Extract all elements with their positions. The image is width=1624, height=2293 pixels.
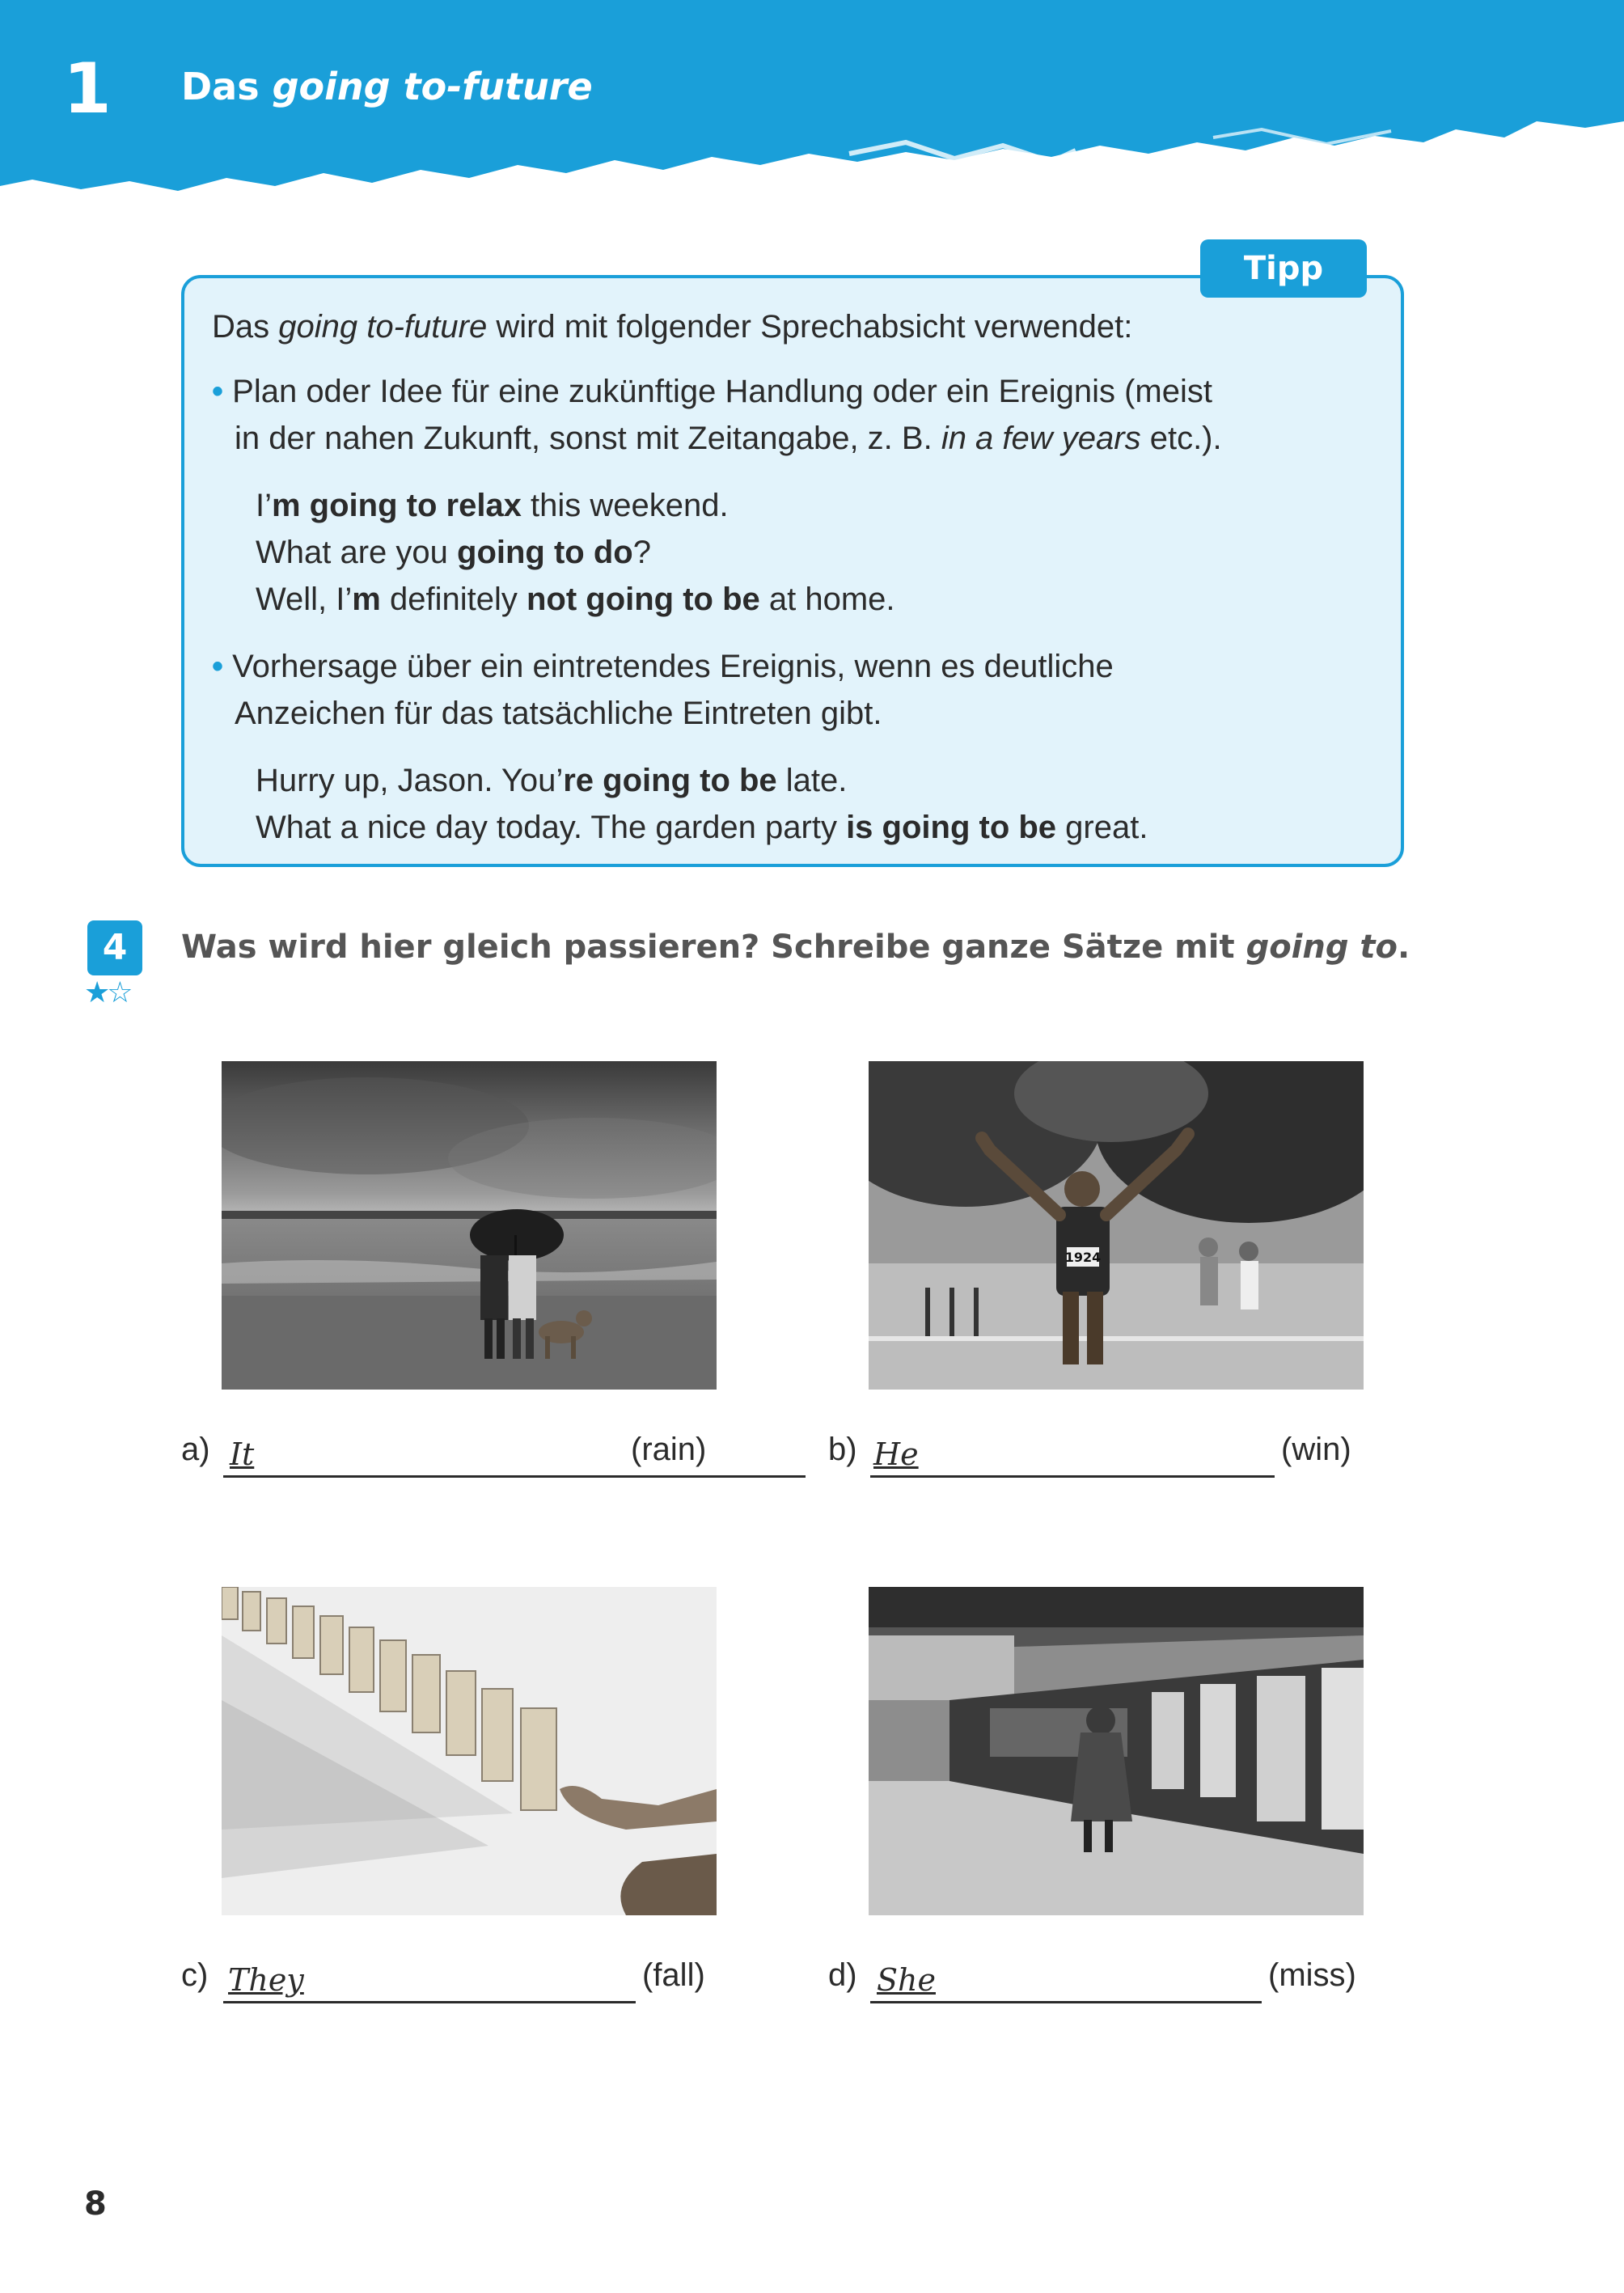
bullet-text: Vorhersage über ein eintretendes Ereignis, wenn es deutliche [232, 649, 1114, 684]
photo-rainy-beach [222, 1061, 717, 1390]
ex-bold: re going to be [563, 763, 777, 798]
ex-text: Hurry up, Jason. You’ [256, 763, 564, 798]
example-3 [256, 576, 895, 623]
ex-bold: m [352, 582, 381, 617]
ex-text: ? [632, 535, 651, 570]
photo-train-station [869, 1587, 1364, 1915]
chapter-title-italic: going to-future [272, 65, 593, 108]
answer-a [181, 1432, 715, 1477]
bullet-icon: • [212, 649, 224, 684]
answer-start-word: It [230, 1436, 255, 1472]
tipp-intro [212, 303, 1132, 350]
answer-b [828, 1432, 1362, 1477]
chapter-title-plain: Das [181, 65, 273, 108]
task-text-italic: going to [1245, 929, 1398, 966]
answer-d [828, 1957, 1362, 2003]
page-number: 8 [84, 2185, 107, 2223]
answer-label: d) [828, 1957, 857, 1993]
answer-hint: (rain) [631, 1432, 707, 1467]
chapter-title [181, 65, 593, 108]
task-instruction [181, 929, 1410, 966]
ex-text: this weekend. [521, 488, 729, 523]
ex-text: Well, I’ [256, 582, 353, 617]
example-5 [256, 804, 1148, 851]
intro-part: Das [212, 309, 279, 345]
photo-dominoes [222, 1587, 717, 1915]
bullet-1-line-2 [235, 415, 1222, 462]
bullet-1-line-1 [212, 368, 1212, 415]
ex-bold: m going to relax [272, 488, 522, 523]
chapter-number: 1 [63, 49, 112, 129]
answer-start-word: They [228, 1962, 304, 1998]
tipp-label: Tipp [1200, 239, 1367, 298]
answer-hint: (win) [1281, 1432, 1351, 1467]
answer-hint: (miss) [1268, 1957, 1356, 1993]
ex-text: late. [776, 763, 848, 798]
bullet-text: in der nahen Zukunft, sonst mit Zeitangabe, z. B. [235, 421, 941, 456]
answer-a-input-line[interactable] [223, 1475, 806, 1478]
ex-text: I’ [256, 488, 272, 523]
ex-text: at home. [759, 582, 895, 617]
ex-text: great. [1056, 810, 1148, 845]
ex-text: What are you [256, 535, 458, 570]
ex-bold: is going to be [846, 810, 1057, 845]
bullet-text: etc.). [1140, 421, 1222, 456]
task-number-badge: 4 [87, 920, 142, 975]
example-4 [256, 757, 847, 804]
ex-text: definitely [380, 582, 527, 617]
answer-c-input-line[interactable] [223, 2001, 636, 2003]
bullet-icon: • [212, 374, 224, 409]
answer-label: c) [181, 1957, 209, 1993]
answer-start-word: She [877, 1962, 936, 1998]
ex-bold: going to do [457, 535, 633, 570]
answer-hint: (fall) [642, 1957, 705, 1993]
task-text-part: Was wird hier gleich passieren? Schreibe ganze Sätze mit [181, 929, 1246, 966]
bullet-text: Plan oder Idee für eine zukünftige Handlung oder ein Ereignis (meist [232, 374, 1212, 409]
photo-marathon-runner [869, 1061, 1364, 1390]
intro-part: wird mit folgender Sprechabsicht verwendet: [487, 309, 1133, 345]
bullet-2-line-1 [212, 643, 1114, 690]
bullet-italic: in a few years [941, 421, 1141, 456]
answer-start-word: He [873, 1436, 919, 1472]
ex-text: What a nice day today. The garden party [256, 810, 847, 845]
example-1 [256, 482, 729, 529]
example-2 [256, 529, 651, 576]
intro-italic: going to-future [278, 309, 488, 345]
answer-b-input-line[interactable] [870, 1475, 1275, 1478]
answer-d-input-line[interactable] [870, 2001, 1262, 2003]
ex-bold: not going to be [526, 582, 760, 617]
bullet-2-line-2: Anzeichen für das tatsächliche Eintreten gibt. [235, 696, 882, 731]
answer-label: b) [828, 1432, 857, 1467]
answer-label: a) [181, 1432, 210, 1467]
runner-bib-number: 1924 [1064, 1250, 1102, 1265]
task-text-part: . [1398, 929, 1410, 966]
difficulty-stars-icon: ★☆ [84, 975, 130, 1009]
answer-c [181, 1957, 715, 2003]
chapter-header [0, 0, 1624, 202]
